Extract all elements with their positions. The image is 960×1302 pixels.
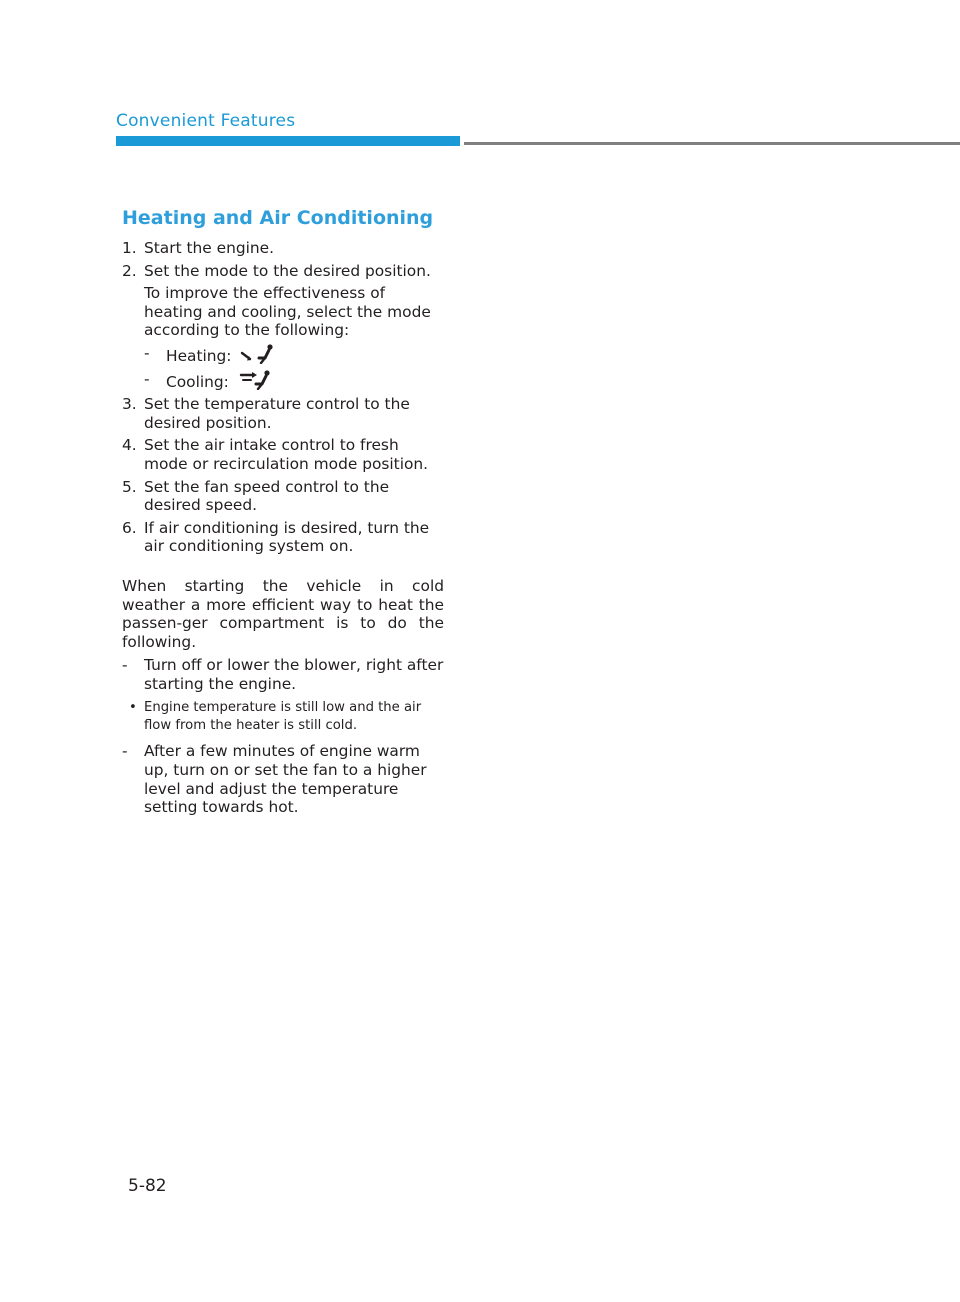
step-item: [122, 478, 444, 515]
page-heading: Heating and Air Conditioning: [122, 207, 434, 229]
step-text: If air conditioning is desired, turn the air conditioning system on.: [144, 518, 430, 556]
step-item: [122, 436, 444, 473]
face-vent-mode-icon: [237, 370, 273, 390]
bullet-marker: •: [129, 700, 137, 716]
header-rule: [464, 142, 960, 145]
note-text: Engine temperature is still low and the air flow from the heater is still cold.: [144, 700, 422, 733]
mode-item-cooling: [122, 370, 444, 392]
main-content: [122, 206, 444, 821]
step-text: Set the fan speed control to the desired speed.: [144, 477, 390, 515]
step-item: [122, 395, 444, 432]
mode-label: Heating:: [166, 346, 232, 365]
step-text: Start the engine.: [144, 239, 275, 257]
step-number: 3.: [122, 395, 137, 414]
dash-marker: -: [122, 742, 128, 761]
step-number: 4.: [122, 436, 137, 455]
page-number: 5-82: [128, 1176, 167, 1196]
step-number: 2.: [122, 261, 137, 280]
header-accent-bar: [116, 136, 460, 146]
cold-weather-text: Turn off or lower the blower, right after starting the engine.: [144, 656, 444, 693]
cold-weather-intro: When starting the vehicle in cold weather a more efficient way to heat the passen-ger compartment is to do the following.: [122, 576, 444, 651]
dash-marker: -: [144, 369, 150, 388]
section-title: Convenient Features: [116, 111, 296, 131]
mode-label: Cooling:: [166, 372, 229, 391]
step-item: [122, 519, 444, 556]
step-number: 5.: [122, 477, 137, 496]
step-number: 1.: [122, 239, 137, 257]
step-text: Set the air intake control to fresh mode or recirculation mode position.: [144, 436, 429, 473]
dash-marker: -: [144, 343, 150, 362]
step-item: [122, 262, 444, 281]
cold-weather-text: After a few minutes of engine warm up, turn on or set the fan to a higher level and adjust the temperature setting towards hot.: [144, 742, 427, 817]
step-number: 6.: [122, 518, 137, 537]
cold-weather-item: [122, 656, 444, 693]
floor-vent-mode-icon: [239, 344, 275, 364]
step-text: Set the mode to the desired position.: [144, 261, 431, 280]
note-item: [122, 699, 444, 734]
step-text: Set the temperature control to the desired position.: [144, 395, 410, 432]
step-item: [122, 239, 444, 258]
mode-tip: To improve the effectiveness of heating and cooling, select the mode according to the following:: [144, 284, 431, 340]
cold-weather-item: [122, 742, 444, 816]
dash-marker: -: [122, 656, 128, 675]
mode-item-heating: [122, 344, 444, 366]
